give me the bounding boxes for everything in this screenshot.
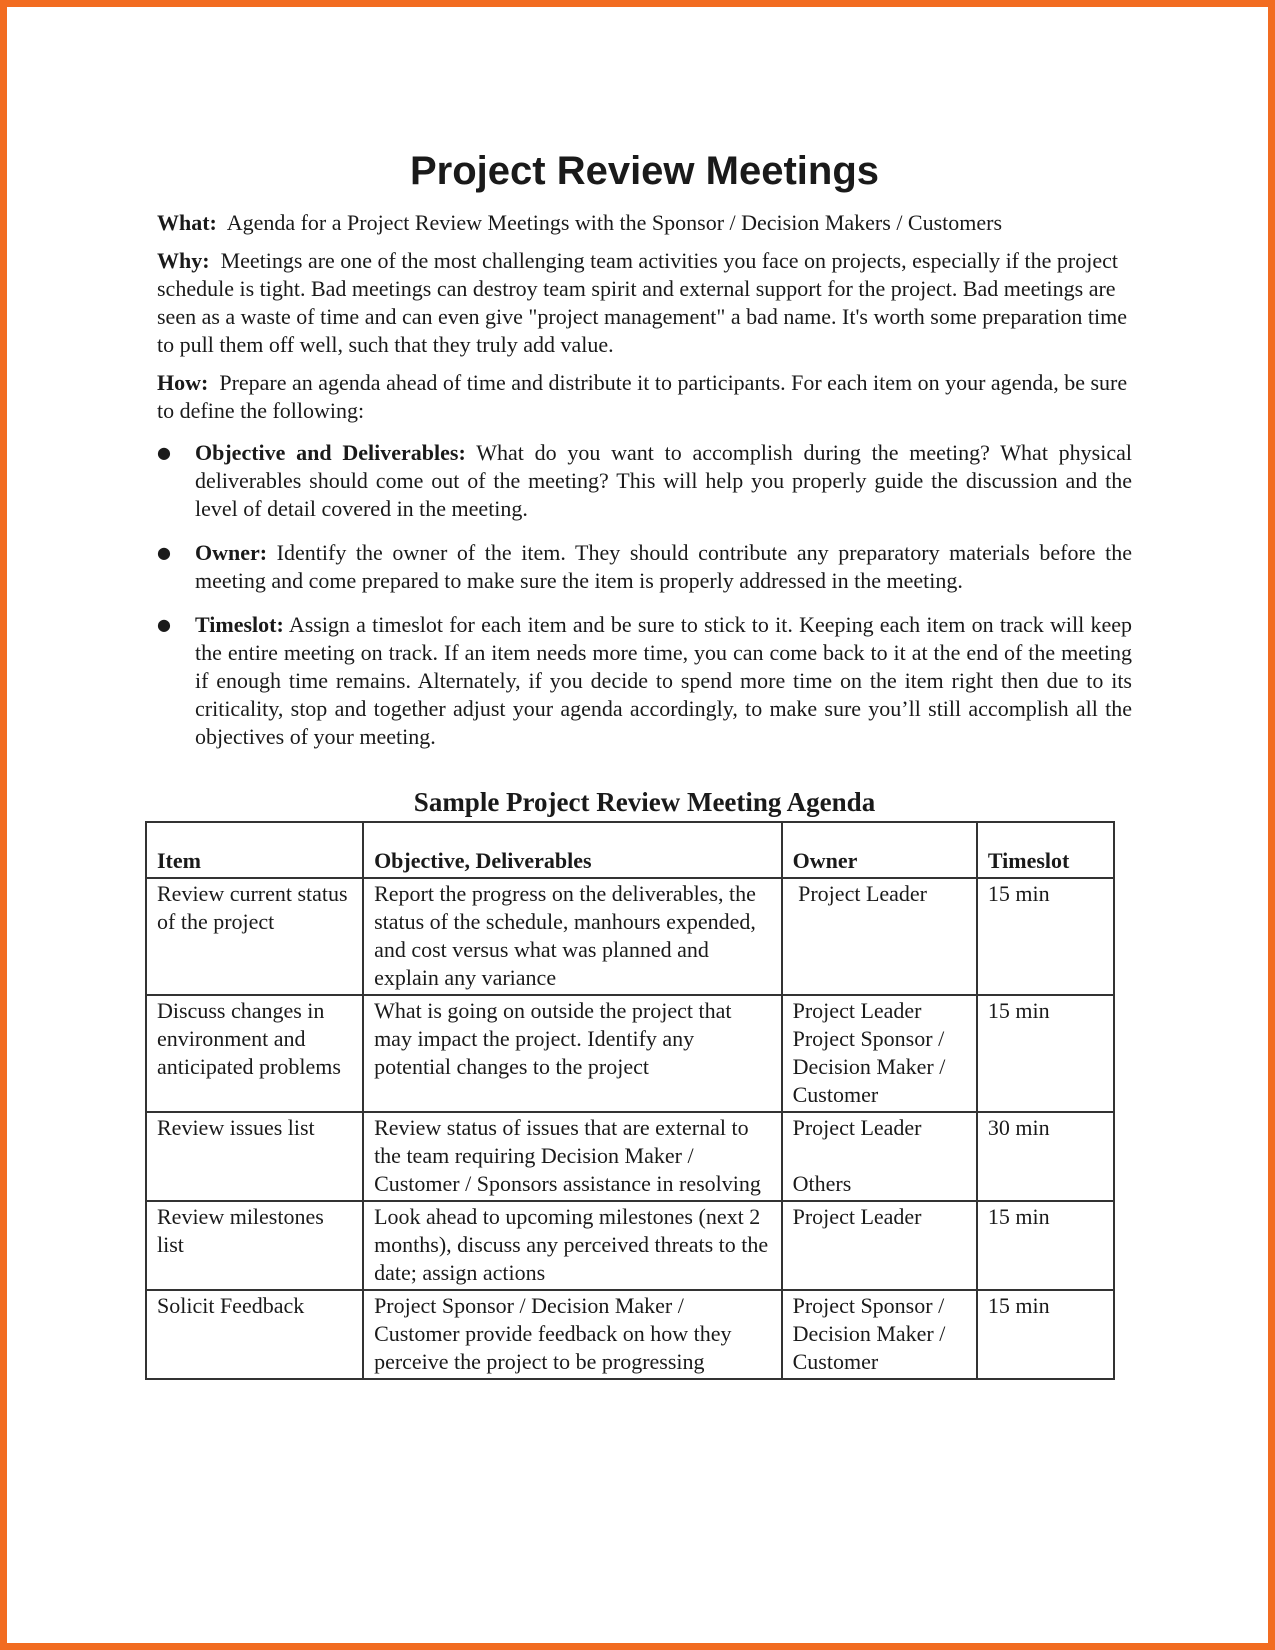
- definition-text: What do you want to accomplish during the meeting? What physical deliverables should come out of the meeting? This will help you properly guide the discussion and the level of detail covered in the meeting.: [195, 440, 1133, 521]
- owner-cell: [782, 1112, 977, 1201]
- timeslot-cell: 15 min: [977, 995, 1114, 1112]
- column-header-timeslot: Timeslot: [977, 822, 1114, 878]
- table-row: [146, 1201, 1114, 1290]
- item-cell: Solicit Feedback: [146, 1290, 363, 1379]
- bullet-icon: ●: [157, 443, 171, 462]
- definition-term: Timeslot:: [195, 612, 284, 637]
- timeslot-cell: 15 min: [977, 878, 1114, 995]
- definition-text: Assign a timeslot for each item and be sure to stick to it. Keeping each item on track will keep the entire meeting on track. If an item needs more time, you can come back to it at the end of the meeting if enough time remains. Alternately, if you decide to spend more time on the item right then due to its criticality, stop and together adjust your agenda accordingly, to make sure you’ll still accomplish all the objectives of your meeting.: [195, 612, 1132, 749]
- objective-cell: What is going on outside the project that may impact the project. Identify any potential changes to the project: [363, 995, 782, 1112]
- what-label: What:: [157, 210, 217, 235]
- list-item: [157, 611, 1132, 751]
- list-item: [157, 539, 1132, 595]
- objective-cell: Review status of issues that are external to the team requiring Decision Maker / Customer / Sponsors assistance in resolving: [363, 1112, 782, 1201]
- table-row: [146, 1112, 1114, 1201]
- owner-line: Project Sponsor / Decision Maker / Customer: [792, 1293, 946, 1374]
- item-cell: Review current status of the project: [146, 878, 363, 995]
- table-row: [146, 995, 1114, 1112]
- column-header-item: Item: [146, 822, 363, 878]
- owner-cell: [782, 1201, 977, 1290]
- table-row: [146, 878, 1114, 995]
- timeslot-cell: 15 min: [977, 1201, 1114, 1290]
- why-paragraph: [157, 247, 1132, 359]
- item-cell: Discuss changes in environment and anticipated problems: [146, 995, 363, 1112]
- document-title: Project Review Meetings: [409, 149, 880, 193]
- why-label: Why:: [157, 248, 210, 273]
- definition-term: Objective and Deliverables:: [195, 440, 466, 465]
- agenda-table: [145, 821, 1115, 1380]
- what-paragraph: [157, 209, 1132, 237]
- objective-cell: Look ahead to upcoming milestones (next 2 months), discuss any perceived threats to the date; assign actions: [363, 1201, 782, 1290]
- definition-list: [157, 439, 1132, 751]
- owner-cell: [782, 878, 977, 995]
- objective-cell: Project Sponsor / Decision Maker / Customer provide feedback on how they perceive the project to be progressing: [363, 1290, 782, 1379]
- table-header-row: [146, 822, 1114, 878]
- bullet-icon: ●: [157, 615, 171, 634]
- list-item: [157, 439, 1132, 523]
- bullet-icon: ●: [157, 543, 171, 562]
- owner-cell: [782, 995, 977, 1112]
- timeslot-cell: 30 min: [977, 1112, 1114, 1201]
- owner-line: Project Leader: [792, 881, 927, 906]
- what-text: Agenda for a Project Review Meetings with the Sponsor / Decision Makers / Customers: [226, 210, 1003, 235]
- item-cell: Review issues list: [146, 1112, 363, 1201]
- how-text: Prepare an agenda ahead of time and distribute it to participants. For each item on your agenda, be sure to define the following:: [157, 370, 1128, 423]
- item-cell: Review milestones list: [146, 1201, 363, 1290]
- table-row: [146, 1290, 1114, 1379]
- column-header-objective: Objective, Deliverables: [363, 822, 782, 878]
- objective-cell: Report the progress on the deliverables, the status of the schedule, manhours expended, and cost versus what was planned and explain any variance: [363, 878, 782, 995]
- document-page: [157, 147, 1132, 1380]
- definition-term: Owner:: [195, 540, 268, 565]
- owner-line: Project Leader: [792, 1115, 922, 1140]
- owner-line: Project Sponsor / Decision Maker / Customer: [792, 1026, 946, 1107]
- timeslot-cell: 15 min: [977, 1290, 1114, 1379]
- how-label: How:: [157, 370, 209, 395]
- column-header-owner: Owner: [782, 822, 977, 878]
- owner-spacer: [793, 1142, 966, 1170]
- why-text: Meetings are one of the most challenging team activities you face on projects, especially if the project schedule is tight. Bad meetings can destroy team spirit and external support for the project. Bad meetings are seen as a waste of time and can even give "project management" a bad name. It's worth some preparation time to pull them off well, such that they truly add value.: [157, 248, 1128, 357]
- owner-line: Project Leader: [792, 998, 922, 1023]
- agenda-title: Sample Project Review Meeting Agenda: [413, 787, 876, 817]
- owner-cell: [782, 1290, 977, 1379]
- owner-line: Project Leader: [792, 1204, 922, 1229]
- definition-text: Identify the owner of the item. They should contribute any preparatory materials before the meeting and come prepared to make sure the item is properly addressed in the meeting.: [195, 540, 1132, 593]
- owner-line: Others: [792, 1171, 852, 1196]
- how-paragraph: [157, 369, 1132, 425]
